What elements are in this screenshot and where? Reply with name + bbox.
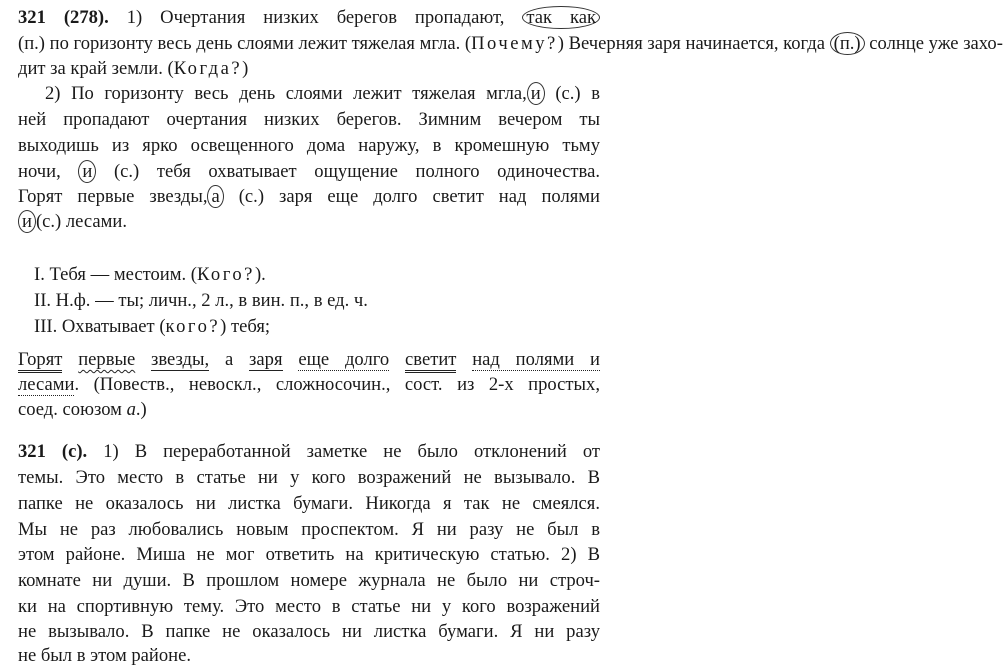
ex2-line-3: папке не оказалось ни листка бумаги. Никогда я так не смеялся.: [18, 493, 600, 514]
subject: звезды,: [151, 349, 210, 370]
question-spaced: кого?: [165, 316, 221, 337]
circled-conjunction: так как: [522, 6, 600, 29]
circled-mark: (п.): [830, 32, 865, 55]
adverbial: над полями и: [472, 349, 600, 370]
ex2-line-1: 321 (с). 1) В переработанной заметке не было отклонений от: [18, 441, 600, 462]
scheme-line-2: лесами. (Повеств., невоскл., сложносочин., сост. из 2-х простых,: [18, 374, 600, 395]
ex2-line-7: ки на спортивную тему. Это место в статье ни у кого возражений: [18, 596, 600, 617]
adverbial: лесами: [18, 374, 75, 395]
ex2-line-6: комнате ни души. В прошлом номере журнала не было ни строч-: [18, 570, 600, 591]
ex2-number: 321 (с).: [18, 441, 88, 462]
circled-conjunction: и: [527, 82, 545, 105]
circled-conjunction: и: [18, 210, 36, 233]
subject: заря: [249, 349, 283, 370]
attribute: первые: [78, 349, 136, 370]
ex2-line-4: Мы не раз любовались новым проспектом. Я ни разу не был в: [18, 519, 600, 540]
ex1-p2-line-3: выходишь из ярко освещенного дома наружу, в кромешную тьму: [18, 135, 600, 156]
predicate: светит: [405, 349, 456, 373]
circled-conjunction: а: [207, 185, 223, 208]
ex2-line-2: темы. Это место в статье ни у кого возражений не вызывало. В: [18, 467, 600, 488]
question-spaced: Почему?: [471, 33, 558, 54]
question-spaced: Когда?: [173, 58, 243, 79]
ex1-p2-line-6: и (с.) лесами.: [18, 210, 600, 234]
ex2-line-5: этом районе. Миша не мог ответить на критическую статью. 2) В: [18, 544, 600, 565]
ex1-p2-line-1: 2) По горизонту весь день слоями лежит тяжелая мгла, и (с.) в: [45, 83, 600, 104]
adverbial: еще долго: [298, 349, 390, 370]
ex2-line-9: не был в этом районе.: [18, 645, 192, 666]
predicate: Горят: [18, 349, 62, 373]
ex1-p2-line-5: Горят первые звезды, а (с.) заря еще долго светит над полями: [18, 186, 600, 207]
analysis-line-1: I. Тебя — местоим. (Кого?).: [34, 264, 266, 285]
ex1-p2-line-4: ночи, и (с.) тебя охватывает ощущение полного одиночества.: [18, 161, 600, 182]
scheme-line-1: Горят первые звезды, а заря еще долго светит над полями и: [18, 348, 600, 372]
ex2-line-8: не вызывало. В папке не оказалось ни листка бумаги. Я ни разу: [18, 621, 600, 642]
ex1-p2-line-2: ней пропадают очертания низких берегов. Зимним вечером ты: [18, 109, 600, 130]
ex1-number: 321 (278).: [18, 7, 109, 28]
ex1-line-3: дит за край земли. (Когда?): [18, 58, 249, 79]
analysis-line-3: III. Охватывает (кого?) тебя;: [34, 316, 271, 337]
question-spaced: Кого?: [196, 264, 255, 285]
scheme-line-3: соед. союзом а.): [18, 399, 147, 420]
analysis-line-2: II. Н.ф. — ты; личн., 2 л., в вин. п., в ед. ч.: [34, 290, 368, 311]
circled-conjunction: и: [78, 160, 96, 183]
ex1-line-1: 321 (278). 1) Очертания низких берегов пропадают, так как: [18, 6, 600, 30]
ex1-line-2: (п.) по горизонту весь день слоями лежит тяжелая мгла. (Почему?) Вечерняя заря начинается, когда (п.) солнце уже захо-: [18, 33, 1003, 54]
